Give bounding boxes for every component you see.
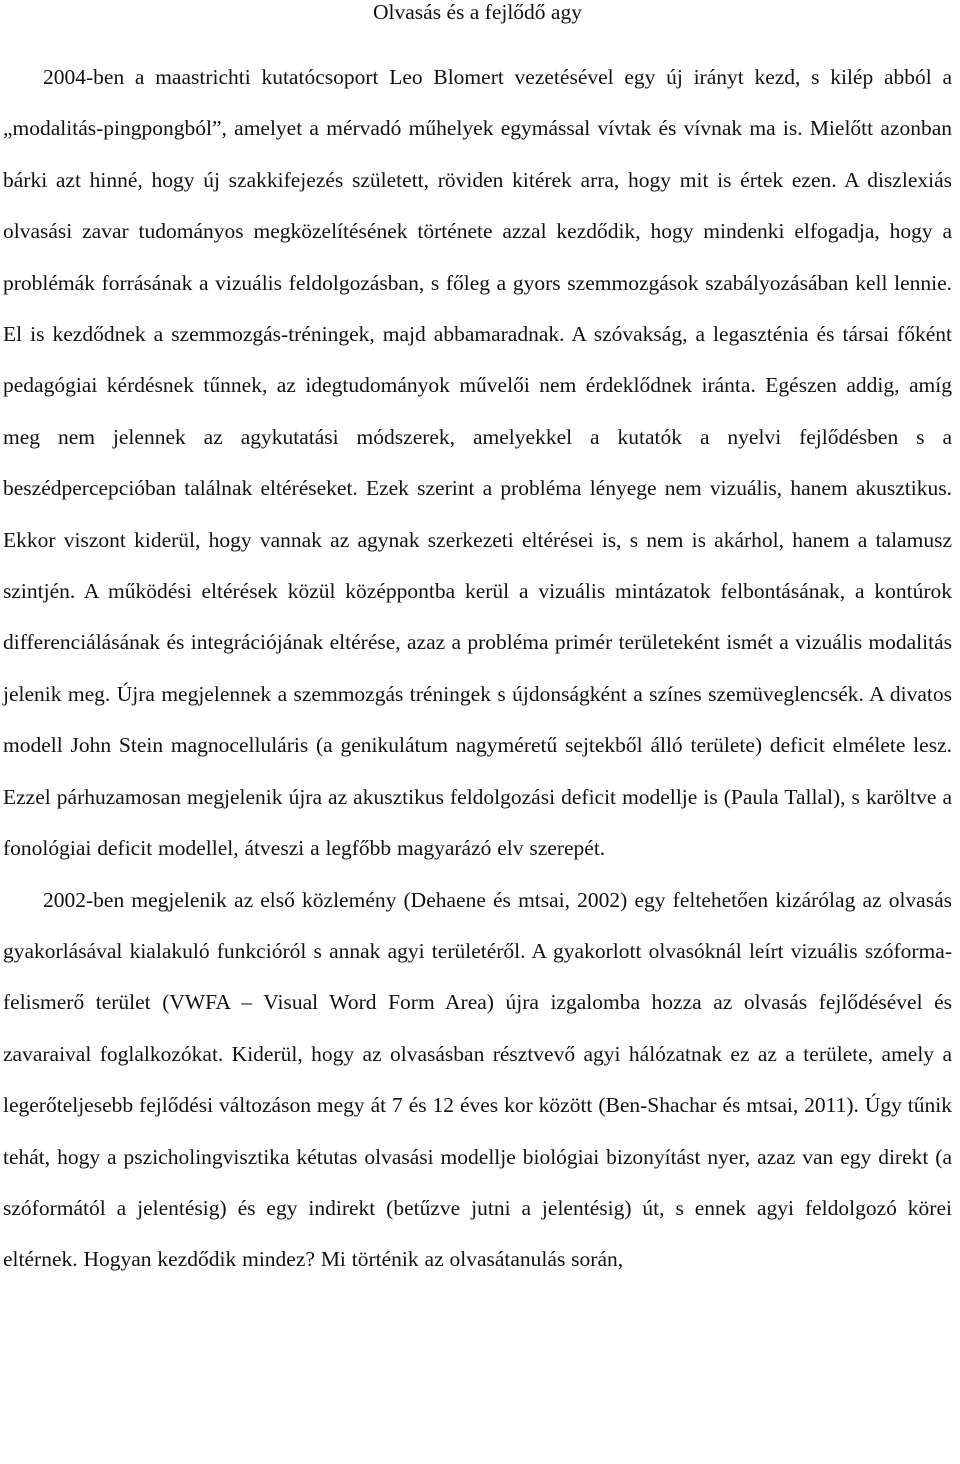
document-title: Olvasás és a fejlődő agy (373, 0, 582, 24)
paragraph-1: 2004-ben a maastrichti kutatócsoport Leo Blomert vezetésével egy új irányt kezd, s kilép abból a „modalitás-pingpongból”, amelyet a mérvadó műhelyek egymással vívtak és vívnak ma is. Mielőtt azonban bárki azt hinné, hogy új szakkifejezés született, röviden kitérek arra, hogy mit is értek ezen. A diszlexiás olvasási zavar tudományos megközelítésének története azzal kezdődik, hogy mindenki elfogadja, hogy a problémák forrásának a vizuális feldolgozásban, s főleg a gyors szemmozgások szabályozásában kell lennie. El is kezdődnek a szemmozgás-tréningek, majd abbamaradnak. A szóvakság, a legaszténia és társai főként pedagógiai kérdésnek tűnnek, az idegtudományok művelői nem érdeklődnek iránta. Egészen addig, amíg meg nem jelennek az agykutatási módszerek, amelyekkel a kutatók a nyelvi fejlődésben s a beszédpercepcióban találnak eltéréseket. Ezek szerint a probléma lényege nem vizuális, hanem akusztikus. Ekkor viszont kiderül, hogy vannak az agynak szerkezeti eltérései is, s nem is akárhol, hanem a talamusz szintjén. A működési eltérések közül középpontba kerül a vizuális mintázatok felbontásának, a kontúrok differenciálásának és integrációjának eltérése, azaz a probléma primér területeként ismét a vizuális modalitás jelenik meg. Újra megjelennek a szemmozgás tréningek s újdonságként a színes szemüveglencsék. A divatos modell John Stein magnocelluláris (a genikulátum nagyméretű sejtekből álló területe) deficit elmélete lesz. Ezzel párhuzamosan megjelenik újra az akusztikus feldolgozási deficit modellje is (Paula Tallal), s karöltve a fonológiai deficit modellel, átveszi a legfőbb magyarázó elv szerepét. (3, 65, 952, 861)
paragraph-2: 2002-ben megjelenik az első közlemény (Dehaene és mtsai, 2002) egy feltehetően kizárólag az olvasás gyakorlásával kialakuló funkcióról s annak agyi területéről. A gyakorlott olvasóknál leírt vizuális szóforma-felismerő terület (VWFA ‒ Visual Word Form Area) újra izgalomba hozza az olvasás fejlődésével és zavaraival foglalkozókat. Kiderül, hogy az olvasásban résztvevő agyi hálózatnak ez az a területe, amely a legerőteljesebb fejlődési változáson megy át 7 és 12 éves kor között (Ben-Shachar és mtsai, 2011). Úgy tűnik tehát, hogy a pszicholingvisztika kétutas olvasási modellje biológiai bizonyítást nyer, azaz van egy direkt (a szóformától a jelentésig) és egy indirekt (betűzve jutni a jelentésig) út, s ennek agyi feldolgozó körei eltérnek. Hogyan kezdődik mindez? Mi történik az olvasátanulás során, (3, 887, 952, 1272)
